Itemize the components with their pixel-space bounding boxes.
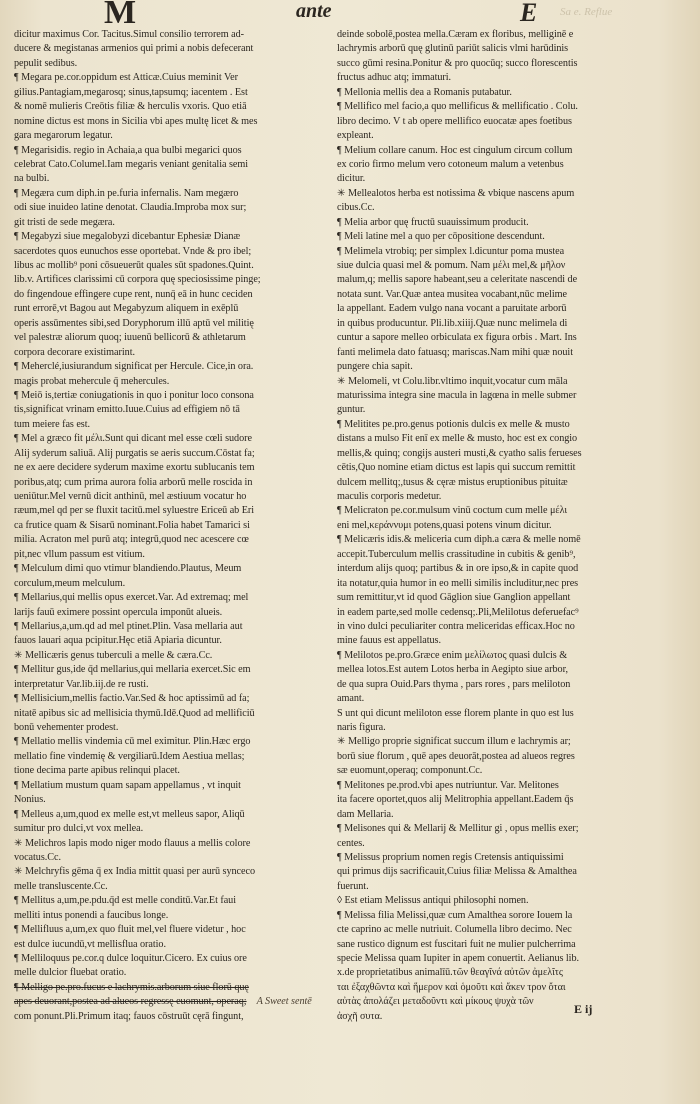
- text-line: ¶ Mellifico mel facio,a quo mellificus & mellificatio . Colu.: [337, 101, 578, 113]
- text-line: ¶ Melicraton pe.cor.mulsum vinū coctum cum melle μέλι: [337, 505, 568, 517]
- text-line: tum meiere fas est.: [14, 418, 90, 430]
- text-line: siue dulcia quasi mel & pomum. Nam μέλι mel,& μῆλον: [337, 260, 566, 271]
- text-line: in eadem parte,sed molle cedensq;.Pli,Melilotus deferuefac⁹: [337, 606, 579, 618]
- text-line: amant.: [337, 693, 365, 705]
- text-line: ræum,mel qd per se fluxit tacitū.mel syluestre Ericeū ab Eri: [14, 505, 255, 517]
- text-line: tione decima parte apibus relinqui placet.: [14, 765, 180, 777]
- text-line: est dulce iucundū,vt mellisflua oratio.: [14, 938, 166, 950]
- text-line: ¶ Meli latine mel a quo per cōpositione descendunt.: [337, 231, 545, 243]
- text-line: libus ac mollib⁹ poni cōsueuerūt quales sūt spadones.Quint.: [14, 260, 254, 271]
- text-line: pungere chia sapit.: [337, 361, 413, 373]
- text-line: cētis,Quo nomine etiam dictus est lapis qui succum remittit: [337, 462, 576, 474]
- text-line: ¶ Melitites pe.pro.genus potionis dulcis ex melle & musto: [337, 418, 570, 430]
- text-line: ueniūtur.Mel vernū dicit anthinū, mel æstiuum vocatur ho: [14, 491, 247, 502]
- text-line: guntur.: [337, 404, 366, 416]
- text-line: larijs fauū eximere possint opercula imponūt alueis.: [14, 606, 223, 618]
- text-line: bonū vehementer prodest.: [14, 722, 119, 733]
- text-line: ¶ Mellitus a,um,pe.pdu.q̄d est melle conditū.Var.Et faui: [14, 895, 236, 907]
- text-line: na bulbi.: [14, 173, 50, 185]
- text-line: ¶ Mellifluus a,um,ex quo fluit mel,vel fluere videtur , hoc: [14, 924, 246, 936]
- text-line: fuerunt.: [337, 880, 369, 892]
- text-line: expleant.: [337, 130, 374, 142]
- text-line: Alij syderum saliuā. Alij purgatis se aeris succum.Cōstat fa;: [14, 447, 255, 459]
- text-line: in vino dulci peculiariter contra meliceridas efficax.Hoc no: [337, 620, 575, 632]
- text-line: ¶ Melissa filia Melissi,quæ cum Amalthea sorore Iouem la: [337, 909, 573, 921]
- text-line: ¶ Mel a græco fit μέλι.Sunt qui dicant mel esse cœli sudore: [14, 433, 252, 445]
- text-line: nomine dictus est mons in Sicilia vbi apes multę licet & mes: [14, 115, 258, 127]
- text-line: mellatio fine vindemię & vergiliarū.Idem Aestiua mellas;: [14, 750, 245, 762]
- text-line: sum remittitur,vt id quod Gāglion siue Ganglion appellant: [337, 592, 571, 604]
- handwritten-note: A Sweet sentē: [256, 996, 312, 1008]
- text-line: ¶ Melculum dimi quo vtimur blandiendo.Plautus, Meum: [14, 563, 242, 575]
- text-line: centes.: [337, 837, 365, 849]
- text-line: gilius.Pantagiam,megarosq; sinus,tapsumq; iacentem . Est: [14, 86, 248, 98]
- text-line: dam Mellaria.: [337, 808, 394, 820]
- text-line: qui primus dijs sacrificauit,Cuius filiæ Melissa & Amalthea: [337, 866, 577, 878]
- text-line: ¶ Mellonia mellis dea a Romanis putabatur.: [337, 86, 512, 98]
- text-line: fructus adhuc atq; immaturi.: [337, 72, 452, 84]
- text-line: melle transluscente.Cc.: [14, 880, 108, 892]
- text-line: ita notatur,quia humor in eo melli similis includitur,nec pres: [337, 577, 579, 589]
- text-line: poribus,atq; cum prima aurora folia arborū melle roscida in: [14, 476, 253, 488]
- text-line: ¶ Melium collare canum. Hoc est cingulum circum collum: [337, 144, 573, 156]
- text-line: cibus.Cc.: [337, 202, 375, 214]
- text-line: corpora decorare existimarint.: [14, 346, 135, 358]
- text-line: ¶ Mellatio mellis vindemia cū mel eximitur. Plin.Hæc ergo: [14, 736, 251, 748]
- text-line: celebrat Cato.Columel.Iam megaris veniant genitalia semi: [14, 158, 248, 170]
- text-line: specie Melissa quam Iupiter in apem conuertit. Aelianus lib.: [337, 953, 580, 964]
- text-line: ducere & megistanas armenios qui primi a nobis defecerant: [14, 43, 254, 55]
- text-line: ἀσχῆ συτα.: [337, 1010, 383, 1022]
- text-line: fauos lauari aqua pcipitur.Hęc etiā Apiaria dicuntur.: [14, 635, 222, 647]
- text-line: dicitur maximus Cor. Tacitus.Simul consilio terrorem ad-: [14, 29, 245, 40]
- text-line: αὐτὰς ἀπολάζει μεταδοῦντι καὶ μίκους ψυχὰ τῶν: [337, 996, 534, 1008]
- text-line: pepulit sedibus.: [14, 57, 78, 69]
- text-line: notata sunt. Var.Quæ antea musitea vocabant,nūc melime: [337, 288, 567, 300]
- text-line: odi siue inuideo latine denotat. Claudia.Improba mox sur;: [14, 202, 247, 214]
- signature-mark: E ij: [574, 1002, 593, 1016]
- text-line: vel palestræ aliorum quoq; iuuenū bellicorū & athletarum: [14, 332, 246, 344]
- text-line: operis assūmentes sibi,sed Doryphorum illū aptū vel militię: [14, 317, 254, 329]
- text-line: x.de proprietatibus animalīū.τῶν θεαγῖνά αὐτῶν ἀμελῖτς: [337, 967, 563, 979]
- text-line: & nomē mulieris Creōtis filiæ & herculis vxoris. Quo etiā: [14, 101, 247, 113]
- text-line: accepit.Tuberculum mellis crassitudine in cubitis & genib⁹,: [337, 548, 576, 560]
- text-line: maculis corporis medetur.: [337, 491, 442, 502]
- text-line: Nonius.: [14, 794, 46, 806]
- text-line: ita facere oportet,quos alij Melitrophia appellant.Eadem q̄s: [337, 794, 574, 806]
- text-line: ¶ Mellarius,qui mellis opus exercet.Var. Ad extremaq; mel: [14, 592, 249, 604]
- header-glyph: E: [520, 0, 538, 27]
- text-line: ¶ Megabyzi siue megalobyzi dicebantur Ephesiæ Dianæ: [14, 231, 241, 243]
- text-line: malum,q; mellis sapore habeant,seu a celeritate nascendi de: [337, 274, 578, 286]
- text-line: tis,significat vrinam emitto.Iuue.Cuius ad effigiem nō tā: [14, 404, 240, 416]
- left-column: [14, 28, 334, 1024]
- running-title: ante: [296, 0, 332, 22]
- text-line: ✳ Melomeli, vt Colu.libr.vltimo inquit,vocatur cum māla: [337, 375, 568, 387]
- text-line: distans a mulso Fit enī ex melle & musto, hoc est ex congio: [337, 433, 578, 445]
- text-line: melle dulcior fluebat oratio.: [14, 967, 127, 979]
- section-letter: M: [104, 0, 138, 31]
- text-line: dicitur.: [337, 173, 366, 185]
- text-line: ca frutice quam & Sisarū nominant.Folia habet Tamarici si: [14, 519, 250, 531]
- text-line: milia. Acraton mel purū atq; integrū,quod nec acescere cœ: [14, 534, 249, 546]
- text-line: succo gūmi resina.Ponitur & pro quocūq; succo florescentis: [337, 57, 578, 69]
- text-line: ✳ Melligo proprie significat succum illum e lachrymis ar;: [337, 736, 571, 748]
- text-line: ✳ Melichros lapis modo niger modo flauus a mellis colore: [14, 837, 251, 849]
- text-line: melliti intus ponendi a faucibus longe.: [14, 909, 169, 921]
- text-line: S unt qui dicunt meliloton esse florem plante in quo est lus: [337, 707, 574, 719]
- text-line: gara megarorum legatur.: [14, 130, 113, 142]
- text-line: ne ex aere decidere syderum maxime exortu sublucanis tem: [14, 462, 255, 474]
- text-line: in quibus producuntur. Pli.lib.xiiij.Quæ nunc melimela di: [337, 317, 568, 329]
- text-line: sumitur pro dulci,vt vox mellea.: [14, 823, 144, 835]
- text-line: naris figura.: [337, 722, 386, 733]
- text-line: ¶ Melligo pe.pro.fucus e lachrymis.arborum siue florū quę: [14, 981, 249, 993]
- text-line: sane rustico dignum est fuscitari fuit ne mulier pulcherrima: [337, 938, 576, 950]
- text-line: libro decimo. V t ab opere mellifico euocatæ apes foetibus: [337, 115, 572, 127]
- text-line: git tristi de sede megæra.: [14, 216, 115, 228]
- right-column: [337, 28, 689, 1024]
- text-line: do fingendoue effingere cupe rent, nunq̄ eā in hunc ceciden: [14, 288, 253, 300]
- text-line: maturissima integra sine macula in lagœna in melle submer: [337, 389, 577, 401]
- text-line: ¶ Megarisidis. regio in Achaia,a qua bulbi megarici quos: [14, 144, 242, 156]
- text-line: pit,nec vllum passum est vitium.: [14, 548, 145, 560]
- text-line: ¶ Mellarius,a,um.qd ad mel ptinet.Plin. Vasa mellaria aut: [14, 620, 243, 632]
- text-line: sacerdotes quos eunuchos esse oportebat. Vnde & pro ibel;: [14, 245, 252, 257]
- text-line: magis probat mehercule q̄ mehercules.: [14, 375, 170, 387]
- text-line: ¶ Mellitur gus,ide q̄d mellarius,qui mellaria exercet.Sic em: [14, 664, 251, 676]
- text-line: ¶ Megæra cum diph.in pe.furia infernalis. Nam megæro: [14, 187, 239, 199]
- text-line: ✳ Mellicæris genus tuberculi a melle & cæra.Cc.: [14, 649, 213, 661]
- text-line: mine fauus est appellatus.: [337, 635, 441, 647]
- text-line: ¶ Melimela vtrobiq; per simplex l.dicuntur poma mustea: [337, 245, 565, 257]
- text-line: fanti melimela dato fatuasq; mariscas.Nam mihi quæ nouit: [337, 346, 573, 358]
- text-line: ¶ Melia arbor quę fructū suauissimum producit.: [337, 216, 529, 228]
- text-line: lib.v. Artifices clarissimi cū corpora quę speciosissime pinge;: [14, 274, 261, 286]
- text-line: cte caprino ac melle nutriuit. Columella libro decimo. Nec: [337, 924, 572, 936]
- text-line: mellis,& quinq; congijs austeri musti,& cyatho salis ferueses: [337, 447, 582, 459]
- text-line: ¶ Melleus a,um,quod ex melle est,vt melleus sapor, Aliqū: [14, 808, 245, 820]
- text-line: interdum alijs quoq; partibus & in ore ipso,& in capite quod: [337, 563, 579, 575]
- text-line: ex corio firmo melum vero cotoneum malum a vetenbus: [337, 158, 564, 170]
- text-line: ¶ Melilotos pe.pro.Græce enim μελίλωτος quasi dulcis &: [337, 649, 568, 661]
- text-line: eni mel,κεράννυμι potens,quasi potens vinum dicitur.: [337, 519, 552, 531]
- text-line: borū siue florum , quē apes deuorāt,postea ad alueos regres: [337, 750, 575, 762]
- text-line: lachrymis arborū quę glutinū pariūt salicis vlmi harūdinis: [337, 43, 569, 55]
- text-line: ◊ Est etiam Melissus antiqui philosophi nomen.: [337, 895, 529, 907]
- text-line: com ponunt.Pli.Primum itaq; fauos cōstruūt cęrā fingunt,: [14, 1010, 244, 1022]
- text-line: nitatē apibus sic ad mellisicia thymū.Idē.Quod ad mellificiū: [14, 707, 255, 719]
- text-line: ✳ Mellealotos herba est notissima & vbique nascens apum: [337, 187, 575, 199]
- text-line: vocatus.Cc.: [14, 851, 61, 863]
- text-line: dulcem mellitq;,tusus & cęræ mistus eruptionibus pituitæ: [337, 476, 568, 488]
- text-line: ¶ Mellisicium,mellis factio.Var.Sed & hoc aptissimū ad fa;: [14, 693, 250, 705]
- text-line: ✳ Melchryfis gēma q̄ ex India mittit quasi per aurū synceco: [14, 866, 256, 878]
- text-line: ¶ Melliloquus pe.cor.q dulce loquitur.Cicero. Ex cuius ore: [14, 953, 247, 964]
- text-line: apes deuorant,postea ad alueos regressę euomunt, operaq; A Sweet sentē: [14, 995, 334, 1009]
- text-line: corculum,meum melculum.: [14, 577, 126, 589]
- text-line: ται ἐξαχθῶντα καὶ ἥμερον καὶ ὁμοῦτι καὶ ἄκεν τρον ὄται: [337, 981, 566, 993]
- text-line: ¶ Meiō is,tertiæ coniugationis in quo i ponitur loco consona: [14, 389, 254, 401]
- text-line: ¶ Melissus proprium nomen regis Cretensis antiquissimi: [337, 851, 564, 863]
- text-line: interpretatur Var.lib.iij.de re rusti.: [14, 678, 149, 690]
- text-line: ¶ Melisones qui & Mellarij & Mellitur gi , opus mellis exer;: [337, 823, 579, 835]
- text-line: de qua supra Ouid.Pars thyma , pars rores , pars meliloton: [337, 678, 571, 690]
- text-line: ¶ Melitones pe.prod.vbi apes nutriuntur. Var. Melitones: [337, 779, 559, 791]
- text-line: sæ euomunt,operaq; componunt.Cc.: [337, 765, 483, 777]
- text-line: ¶ Meherclé,iusiurandum significat per Hercule. Cice,in ora.: [14, 361, 254, 373]
- text-line: mellea lotos.Est autem Lotos herba in Aegipto siue arbor,: [337, 664, 568, 676]
- text-line: ¶ Megara pe.cor.oppidum est Atticæ.Cuius meminit Ver: [14, 72, 238, 84]
- text-line: runt errorē,vt Bagou aut Megabyzum aliquem in exēplū: [14, 303, 239, 315]
- text-line: ¶ Melicæris idis.& meliceria cum diph.a cæra & melle nomē: [337, 534, 581, 546]
- text-line: la appellant. Eadem vulgo nana vocant a paruitate arborū: [337, 303, 567, 315]
- text-line: cuntur a sapore melleo orbiculata ex figura orbis . Mart. Ins: [337, 332, 577, 344]
- text-line: deinde sobolē,postea mella.Cæram ex floribus, melliginē e: [337, 29, 574, 40]
- text-line: ¶ Mellatium mustum quam sapam appellamus , vt inquit: [14, 779, 241, 791]
- bleed-through-text: Sa e. Reflue: [560, 6, 613, 18]
